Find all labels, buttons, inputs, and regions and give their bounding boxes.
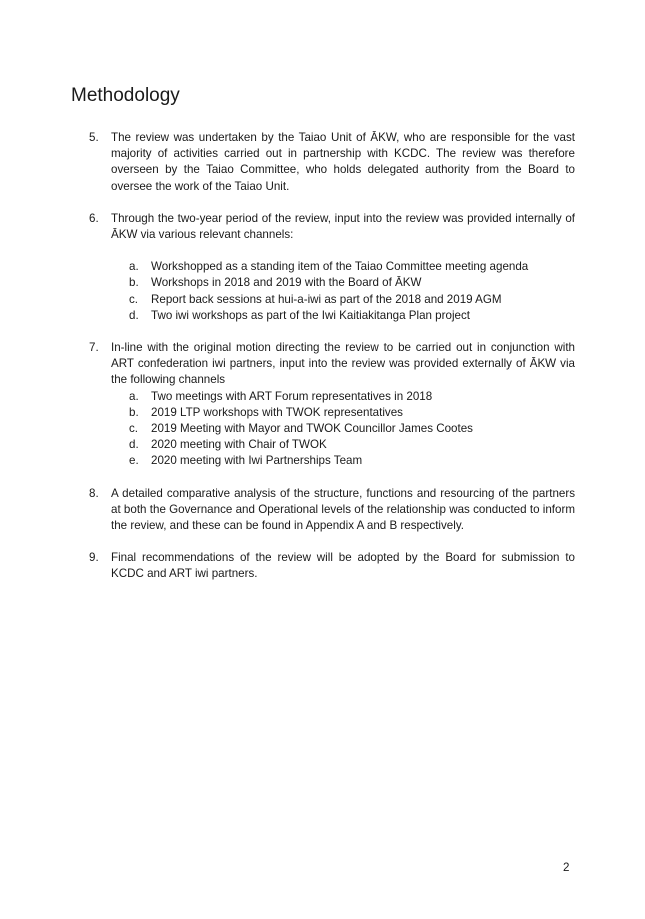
item-text: Final recommendations of the review will be adopted by the Board for submission to KCDC and ART iwi partners.: [111, 551, 575, 581]
sub-list-item: [111, 389, 575, 405]
list-item-7: [89, 340, 575, 470]
item-number: 8.: [89, 486, 99, 500]
sub-item-text: 2019 Meeting with Mayor and TWOK Councillor James Cootes: [151, 422, 473, 436]
page-number: 2: [563, 861, 570, 874]
item-number: 6.: [89, 211, 99, 225]
item-text: The review was undertaken by the Taiao Unit of ĀKW, who are responsible for the vast majority of activities carried out in partnership with KCDC. The review was therefore overseen by the Taiao Committee, who holds delegated authority from the Board to oversee the work of the Taiao Unit.: [111, 131, 575, 193]
item-text: Through the two-year period of the review, input into the review was provided internally of ĀKW via various relevant channels:: [111, 211, 575, 242]
sub-list-item: [111, 405, 575, 421]
sub-item-letter: a.: [129, 260, 139, 274]
sub-list-item: [111, 453, 575, 469]
sub-item-letter: a.: [129, 389, 139, 403]
sub-item-text: 2020 meeting with Iwi Partnerships Team: [151, 454, 363, 468]
sub-list: [111, 389, 575, 470]
list-item-6: [89, 211, 575, 324]
sub-item-letter: c.: [129, 292, 139, 306]
list-item-9: [89, 550, 575, 582]
sub-list-item: [111, 308, 575, 324]
sub-list-item: [111, 437, 575, 453]
sub-item-text: Workshops in 2018 and 2019 with the Board of ĀKW: [151, 276, 422, 290]
sub-list: [111, 259, 575, 324]
sub-item-text: Two meetings with ART Forum representatives in 2018: [151, 389, 433, 403]
item-number: 9.: [89, 551, 99, 565]
sub-item-letter: b.: [129, 405, 139, 419]
sub-item-text: Report back sessions at hui-a-iwi as part of the 2018 and 2019 AGM: [151, 292, 502, 306]
item-number: 5.: [89, 131, 99, 144]
sub-item-text: 2019 LTP workshops with TWOK representatives: [151, 405, 403, 419]
sub-item-letter: d.: [129, 438, 139, 452]
sub-item-text: Two iwi workshops as part of the Iwi Kaitiakitanga Plan project: [151, 308, 470, 322]
item-text: A detailed comparative analysis of the structure, functions and resourcing of the partners at both the Governance and Operational levels of the relationship was conducted to inform the review, and these can be found in Appendix A and B respectively.: [111, 486, 575, 533]
list-item-8: [89, 486, 575, 535]
list-item-5: [89, 130, 575, 195]
item-number: 7.: [89, 341, 99, 355]
sub-list-item: [111, 292, 575, 308]
section-title: Methodology: [71, 85, 180, 106]
sub-list-item: [111, 259, 575, 275]
sub-item-letter: c.: [129, 422, 139, 436]
numbered-list: [89, 130, 575, 583]
item-text: In-line with the original motion directing the review to be carried out in conjunction with ART confederation iwi partners, input into the review was provided externally of ĀKW via the following channels: [111, 341, 575, 387]
sub-item-letter: b.: [129, 276, 139, 290]
sub-item-letter: d.: [129, 308, 139, 322]
sub-item-text: Workshopped as a standing item of the Taiao Committee meeting agenda: [151, 260, 529, 274]
sub-item-letter: e.: [129, 454, 139, 468]
sub-item-text: 2020 meeting with Chair of TWOK: [151, 438, 327, 452]
sub-list-item: [111, 275, 575, 291]
sub-list-item: [111, 421, 575, 437]
